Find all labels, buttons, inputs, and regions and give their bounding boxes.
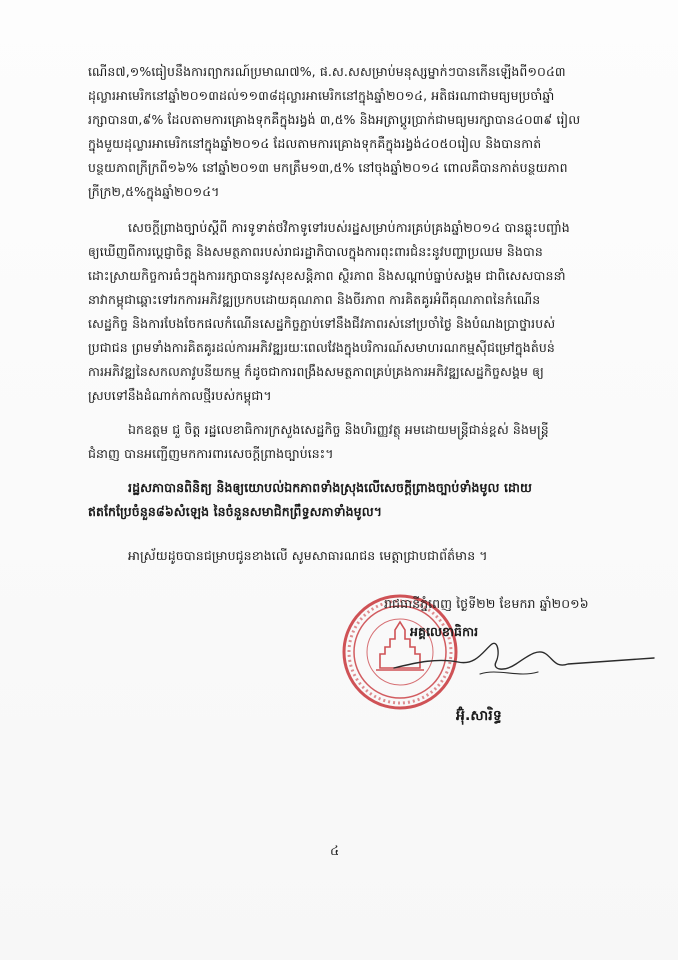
paragraph-1-line-3: រក្សាបាន៣,៩% ដែលតាមការគ្រោងទុកគឺក្នុងរង្វង់ ៣,៥% និងអត្រាប្តូរប្រាក់ជាមធ្យមរក្សាបាន៤០៣៩ រៀល xyxy=(88,112,581,127)
signature-icon xyxy=(388,628,658,688)
paragraph-4-line-1: រដ្ឋសភាបានពិនិត្យ និងឲ្យយោបល់ឯកភាពទាំងស្រុងលើសេចក្តីព្រាងច្បាប់ទាំងមូល ដោយ xyxy=(128,480,532,495)
paragraph-1-line-6: ក្រីក្រ២,៥%ក្នុងឆ្នាំ២០១៤។ xyxy=(88,184,220,199)
paragraph-2-line-6: ប្រជាជន ព្រមទាំងការគិតគូរដល់ការអភិវឌ្ឍរយៈពេលវែងក្នុងបរិការណ៍សមាហរណកម្មស៊ីជម្រៅក្នុងតំបន់ xyxy=(88,340,555,355)
paragraph-1-line-4: ក្នុងមួយដុល្លារអាមេរិកនៅក្នុងឆ្នាំ២០១៤ ដែលតាមការគ្រោងទុកគឺក្នុងរង្វង់៤០៥០រៀល និងបានកាត់ xyxy=(88,136,542,151)
paragraph-2-line-1: សេចក្តីព្រាងច្បាប់ស្តីពី ការទូទាត់ថវិកាទូទៅរបស់រដ្ឋសម្រាប់ការគ្រប់គ្រងឆ្នាំ២០១៤ បានឆ្លុះបញ្ចាំង xyxy=(128,220,570,235)
paragraph-5-line-1: អាស្រ័យដូចបានជម្រាបជូនខាងលើ សូមសាធារណជន មេត្តាជ្រាបជាព័ត៌មាន ។ xyxy=(128,548,488,563)
paragraph-1-line-1: ណើន៧,១%ធៀបនឹងការព្យាករណ៍ប្រមាណ៧%, ផ.ស.សសម្រាប់មនុស្សម្នាក់ៗបានកើនឡើងពី១០៤៣ xyxy=(88,64,566,79)
paragraph-2-line-8: ស្របទៅនឹងដំណាក់កាលថ្មីរបស់កម្ពុជា។ xyxy=(88,388,272,403)
paragraph-2-line-2: ឲ្យឃើញពីការប្តេជ្ញាចិត្ត និងសមត្ថភាពរបស់រាជរដ្ឋាភិបាលក្នុងការពុះពារជំនះនូវបញ្ហាប្រឈម និងបាន xyxy=(88,244,543,259)
paragraph-3-line-2: ជំនាញ បានអញ្ជើញមកការពារសេចក្តីព្រាងច្បាប់នេះ។ xyxy=(88,446,334,461)
paragraph-2-line-4: នាវាកម្ពុជាឆ្ពោះទៅរកការអភិវឌ្ឍប្រកបដោយគុណភាព និងចីរភាព ការគិតគូរអំពីគុណភាពនៃកំណើន xyxy=(88,292,541,307)
signer-title: អគ្គលេខាធិការ xyxy=(410,624,479,639)
paragraph-1-line-2: ដុល្លារអាមេរិកនៅឆ្នាំ២០១៣ដល់១១៣៨ដុល្លារអាមេរិកនៅក្នុងឆ្នាំ២០១៤, អតិផរណាជាមធ្យមប្រចាំឆ្នាំ xyxy=(88,88,555,103)
page-number: ៤ xyxy=(330,844,340,859)
date-line: រាជធានីភ្នំពេញ ថ្ងៃទី២២ ខែមករា ឆ្នាំ២០១៦ xyxy=(384,596,589,611)
paragraph-2-line-7: ការអភិវឌ្ឍនៃសកលភាវូបនីយកម្ម ក៏ដូចជាការពង្រឹងសមត្ថភាពគ្រប់គ្រងការអភិវឌ្ឍសេដ្ឋកិច្ចសង្គម ឲ្យ xyxy=(88,364,544,379)
paragraph-2-line-5: សេដ្ឋកិច្ច និងការបែងចែកផលកំណើនសេដ្ឋកិច្ចភ្ជាប់ទៅនឹងជីវភាពរស់នៅប្រចាំថ្ងៃ និងបំណងប្រាថ្នារបស់ xyxy=(88,316,556,331)
signer-name: អ៊ុំ.សារិទ្ធ xyxy=(456,708,502,724)
paragraph-2-line-3: ដោះស្រាយកិច្ចការធំៗក្នុងការរក្សាបាននូវសុខសន្តិភាព ស្ថិរភាព និងសណ្តាប់ធ្នាប់សង្គម ជាពិសេសបាននាំ xyxy=(88,268,566,283)
paragraph-3-line-1: ឯកឧត្តម ជួ ចិត្ត រដ្ឋលេខាធិការក្រសួងសេដ្ឋកិច្ច និងហិរញ្ញវត្ថុ អមដោយមន្ត្រីជាន់ខ្ពស់ និងមន្ត្រី xyxy=(128,422,549,437)
paragraph-4-line-2: ឥតកែប្រែចំនួន៨៦សំឡេង នៃចំនួនសមាជិកព្រឹទ្ធសភាទាំងមូល។ xyxy=(88,504,383,519)
paragraph-1-line-5: បន្ថយភាពក្រីក្រពី១៦% នៅឆ្នាំ២០១៣ មកត្រឹម១៣,៥% នៅចុងឆ្នាំ២០១៤ ពោលគឺបានកាត់បន្ថយភាព xyxy=(88,160,568,175)
